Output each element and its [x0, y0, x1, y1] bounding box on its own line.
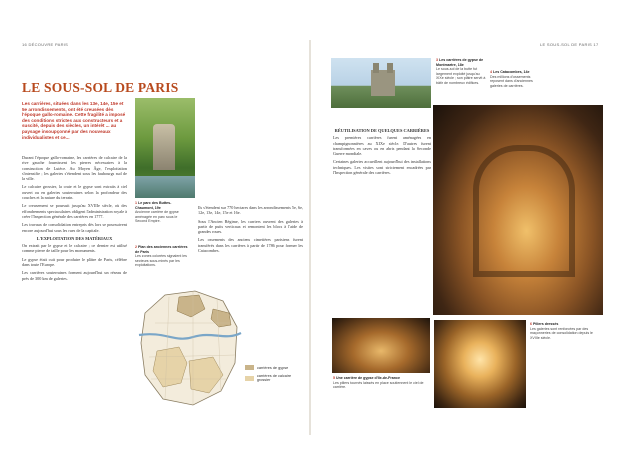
- caption-number: 3: [436, 58, 438, 62]
- lede: Les carrières, situées dans les 13e, 14e, 15e et 5e arrondissements, ont été creusées dès l'époque gallo-romaine. Cette fragilité a imposé des conditions strictes aux constructeurs et a suscité, depuis des siècles, un intérêt ... au paysage insoupçonné par des nouveaux individualistes et ce...: [22, 101, 126, 140]
- legend-swatch: [245, 376, 254, 381]
- left-column-1: [22, 155, 127, 284]
- map-legend: [245, 365, 305, 386]
- stone-arch: [473, 145, 575, 277]
- legend-label: carrières de calcaire grossier: [256, 374, 292, 382]
- caption-catacombs: [490, 70, 545, 88]
- caption-text: Le sous-sol de la butte fut largement exploité jusqu'au XIXe siècle ; son plâtre servit à bâtir de nombreux édifices.: [436, 67, 486, 85]
- legend-swatch: [245, 365, 254, 370]
- body-paragraph: Ils s'étendent sur 770 hectares dans les arrondissements 5e, 6e, 12e, 13e, 14e, 15e et 16e.: [198, 205, 303, 216]
- body-paragraph: Les carrières souterraines forment aujourd'hui un réseau de près de 300 km de galeries.: [22, 270, 127, 281]
- body-paragraph: Le gypse était cuit pour produire le plâtre de Paris, célèbre dans toute l'Europe.: [22, 256, 127, 268]
- caption-garden: [135, 201, 190, 224]
- pond: [135, 176, 195, 198]
- body-paragraph: Les ossements des anciens cimetières parisiens furent transférés dans les carrières à partir de 1786 pour former les Catacombes.: [198, 237, 303, 254]
- tunnel-photo: [434, 320, 526, 408]
- quarries-map: [135, 283, 245, 413]
- caption-text: Les piliers tournés laissés en place soutiennent le ciel de carrière.: [333, 380, 424, 390]
- caption-number: 5: [333, 376, 335, 380]
- section-heading: L'EXPLOITATION DES MATÉRIAUX: [36, 235, 113, 241]
- caption-number: 1: [135, 201, 137, 205]
- basilica: [371, 70, 395, 96]
- caption-montmartre: [436, 58, 488, 86]
- right-column: [333, 128, 431, 178]
- caption-title: Le parc des Buttes-Chaumont, 19e: [135, 201, 172, 210]
- legend-label: carrières de gypse: [257, 365, 289, 370]
- body-paragraph: Le calcaire grossier, la craie et le gypse sont extraits à ciel ouvert ou en galeries souterraines selon la profondeur des couches et la nature du terrain.: [22, 184, 127, 201]
- caption-number: 4: [490, 70, 492, 74]
- tower: [387, 63, 393, 73]
- left-column-2: [198, 205, 303, 256]
- body-paragraph: Les premières carrières furent aménagées en champignonnières au XIXe siècle. D'autres furent transformées en caves ou en abris pendant la Seconde Guerre mondiale.: [333, 135, 431, 157]
- caption-gypsum-quarry: [333, 376, 428, 390]
- caption-number: 2: [135, 245, 137, 249]
- caption-text: Des millions d'ossements reposent dans d'anciennes galeries de carrières.: [490, 74, 533, 88]
- garden-photo: [135, 98, 195, 198]
- page-title: LE SOUS-SOL DE PARIS: [22, 80, 179, 95]
- montmartre-photo: [331, 58, 431, 108]
- caption-title: Piliers dressés: [533, 322, 559, 326]
- temple-ruin: [153, 124, 175, 170]
- legend-item: [245, 365, 305, 370]
- caption-text: Les zones colorées signalent les secteurs sous-minés par les exploitations.: [135, 254, 187, 268]
- quarry-gallery-photo: [433, 105, 603, 315]
- body-paragraph: Le creusement se poursuit jusqu'au XVIIIe siècle, où des effondrements spectaculaires obligent l'administration royale à créer l'Inspection générale des carrières en 1777.: [22, 203, 127, 219]
- tower: [373, 63, 379, 73]
- caption-title: Une carrière de gypse d'Ile-de-France: [336, 376, 400, 380]
- caption-title: Les Catacombes, 14e: [493, 70, 530, 74]
- caption-map: [135, 245, 190, 268]
- legend-item: [245, 374, 305, 382]
- body-paragraph: On extrait par le gypse et le calcaire ; ce dernier est utilisé comme pierre de taille pour les monuments.: [22, 243, 127, 254]
- body-paragraph: Sous l'Ancien Régime, les carriers ouvrent des galeries à partir de puits verticaux et remontent les blocs à l'aide de grandes roues.: [198, 218, 303, 235]
- caption-pillars: [530, 322, 602, 340]
- left-folio: 16 DÉCOUVRE PARIS: [22, 42, 69, 47]
- body-paragraph: Les travaux de consolidation entrepris dès lors se poursuivent encore aujourd'hui sous les rues de la capitale.: [22, 222, 127, 233]
- right-folio: LE SOUS-SOL DE PARIS 17: [540, 42, 599, 47]
- caption-title: Plan des anciennes carrières de Paris: [135, 245, 188, 254]
- body-paragraph: Certaines galeries accueillent aujourd'hui des installations techniques. Les visites sont strictement encadrées par l'Inspection générale des carrières.: [333, 159, 431, 176]
- caption-text: Ancienne carrière de gypse aménagée en parc sous le Second Empire.: [135, 210, 179, 224]
- gypsum-quarry-photo: [332, 318, 430, 373]
- caption-number: 6: [530, 322, 532, 326]
- body-paragraph: Durant l'époque gallo-romaine, les carrières de calcaire de la rive gauche fournissent les pierres nécessaires à la construction de Lutèce. Au Moyen Âge, l'exploitation s'intensifie ; les galeries s'étendent sous les faubourgs sud de la ville.: [22, 155, 127, 182]
- caption-title: Les carrières de gypse de Montmartre, 18e: [436, 58, 484, 67]
- section-heading: RÉUTILISATION DE QUELQUES CARRIÈRES: [334, 128, 430, 133]
- caption-text: Les galeries sont renforcées par des maçonneries de consolidation depuis le XVIIIe siècle.: [530, 326, 593, 340]
